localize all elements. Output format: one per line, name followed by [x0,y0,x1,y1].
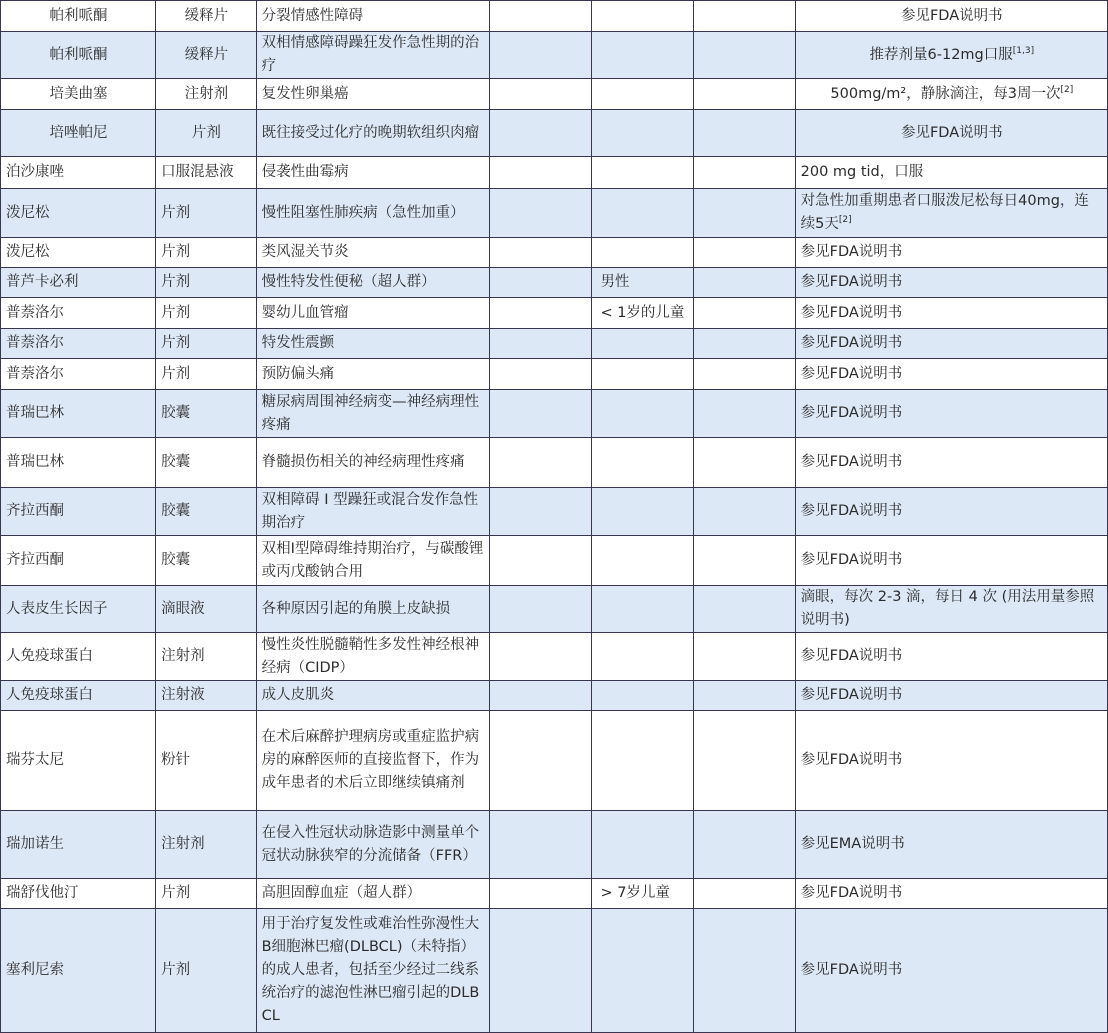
table-row [1,329,1108,359]
empty-cell [489,268,592,298]
empty-cell [694,536,796,586]
indication-cell [256,711,489,811]
dosage-cell-text: 参见FDA说明书 [800,405,903,421]
drug-name-cell-text: 普瑞巴林 [6,405,64,421]
indication-cell-text: 各种原因引起的角膜上皮缺损 [261,600,451,617]
indication-cell-text: 侵袭性曲霉病 [261,164,349,180]
dosage-form-cell [156,329,257,359]
dosage-form-cell-text: 片剂 [191,124,221,141]
dosage-cell-text: 参见FDA说明书 [900,124,1003,141]
dosage-cell-text: 参见FDA说明书 [900,7,1003,24]
dosage-form-cell-text: 胶囊 [161,552,191,568]
indication-cell [256,909,489,1033]
dosage-cell-text: 参见FDA说明书 [800,552,903,568]
table-row [1,633,1108,681]
indication-cell-text: 高胆固醇血症（超人群） [261,885,422,901]
drug-name-cell-text: 泊沙康唑 [6,164,64,180]
dosage-form-cell [156,586,257,633]
indication-cell [256,390,489,438]
dosage-form-cell-text: 片剂 [161,885,191,901]
indication-cell-text: 成人皮肌炎 [261,687,335,703]
indication-cell-text: 类风湿关节炎 [261,244,349,260]
empty-cell [694,268,796,298]
indication-cell [256,438,489,488]
dosage-form-cell [156,811,257,879]
table-row [1,1,1108,32]
dosage-form-cell-text: 注射剂 [161,836,205,852]
population-cell [592,488,694,536]
indication-cell [256,359,489,390]
dosage-form-cell-text: 滴眼液 [161,600,205,617]
table-row [1,110,1108,157]
empty-cell [694,189,796,238]
dosage-cell-text: 参见FDA说明书 [800,962,903,978]
empty-cell [489,110,592,157]
drug-name-cell-text: 瑞加诺生 [6,836,64,852]
drug-name-cell-text: 普萘洛尔 [6,335,64,351]
drug-name-cell [1,909,156,1033]
dosage-cell-text: 参见FDA说明书 [800,274,903,290]
dosage-cell [795,438,1107,488]
dosage-cell [795,633,1107,681]
population-cell-text: > 7岁儿童 [600,885,670,901]
dosage-cell-text: 参见FDA说明书 [800,648,903,664]
empty-cell [489,633,592,681]
drug-name-cell [1,189,156,238]
table-row [1,681,1108,711]
indication-cell-text: 糖尿病周围神经病变—神经病理性疼痛 [261,393,480,433]
indication-cell [256,586,489,633]
empty-cell [489,238,592,268]
dosage-form-cell [156,189,257,238]
dosage-cell [795,1,1107,32]
dosage-cell [795,811,1107,879]
drug-name-cell [1,79,156,110]
drug-name-cell [1,586,156,633]
dosage-cell-text: 参见FDA说明书 [800,244,903,260]
drug-name-cell-text: 齐拉西酮 [6,552,64,568]
table-row [1,268,1108,298]
empty-cell [489,438,592,488]
population-cell [592,633,694,681]
empty-cell [489,390,592,438]
dosage-cell [795,909,1107,1033]
drug-name-cell [1,157,156,189]
drug-name-cell [1,32,156,79]
drug-name-cell [1,268,156,298]
dosage-form-cell-text: 口服混悬液 [161,164,234,180]
population-cell [592,32,694,79]
empty-cell [694,488,796,536]
drug-name-cell-text: 瑞芬太尼 [6,752,64,768]
dosage-cell [795,157,1107,189]
drug-name-cell [1,633,156,681]
dosage-cell [795,879,1107,909]
drug-name-cell-text: 人免疫球蛋白 [6,687,93,703]
dosage-cell [795,268,1107,298]
dosage-cell [795,586,1107,633]
drug-name-cell [1,298,156,329]
empty-cell [694,586,796,633]
dosage-cell-text: 参见FDA说明书 [800,335,903,351]
drug-name-cell-text: 人免疫球蛋白 [6,648,93,664]
dosage-cell [795,32,1107,79]
indication-cell-text: 用于治疗复发性或难治性弥漫性大B细胞淋巴瘤(DLBCL)（未特指）的成人患者，包括至少经过二线系统治疗的滤泡性淋巴瘤引起的DLBCL [261,916,480,1024]
population-cell [592,811,694,879]
dosage-cell-text: 滴眼，每次 2-3 滴，每日 4 次 (用法用量参照说明书) [800,589,1095,628]
indication-cell [256,1,489,32]
dosage-cell [795,329,1107,359]
table-row [1,879,1108,909]
empty-cell [694,110,796,157]
dosage-form-cell-text: 片剂 [161,365,191,382]
empty-cell [489,586,592,633]
drug-name-cell-text: 普瑞巴林 [6,454,64,470]
population-cell [592,238,694,268]
indication-cell [256,238,489,268]
dosage-cell [795,298,1107,329]
dosage-cell [795,681,1107,711]
empty-cell [694,238,796,268]
reference-superscript: [2] [1060,84,1074,95]
drug-name-cell-text: 普芦卡必利 [6,274,79,290]
drug-name-cell [1,681,156,711]
empty-cell [489,79,592,110]
indication-cell [256,879,489,909]
dosage-form-cell [156,879,257,909]
population-cell [592,681,694,711]
empty-cell [489,711,592,811]
indication-cell-text: 双相情感障碍躁狂发作急性期的治疗 [261,35,480,74]
drug-name-cell [1,238,156,268]
dosage-form-cell [156,238,257,268]
dosage-cell-text: 参见FDA说明书 [800,503,903,519]
drug-name-cell [1,359,156,390]
indication-cell [256,811,489,879]
empty-cell [489,681,592,711]
empty-cell [489,359,592,390]
dosage-form-cell [156,1,257,32]
dosage-cell-text: 参见EMA说明书 [800,836,905,852]
dosage-form-cell [156,79,257,110]
dosage-form-cell [156,681,257,711]
dosage-cell-text: 参见FDA说明书 [800,304,903,321]
indication-cell-text: 在术后麻醉护理病房或重症监护病房的麻醉医师的直接监督下，作为成年患者的术后立即继续镇痛剂 [261,729,480,791]
dosage-cell-text: 参见FDA说明书 [800,365,903,382]
drug-name-cell-text: 泼尼松 [6,244,50,260]
dosage-form-cell-text: 注射剂 [184,85,229,102]
drug-name-cell [1,536,156,586]
empty-cell [694,157,796,189]
drug-name-cell [1,390,156,438]
indication-cell [256,681,489,711]
dosage-form-cell [156,438,257,488]
drug-name-cell [1,329,156,359]
empty-cell [694,32,796,79]
empty-cell [694,879,796,909]
indication-cell-text: 预防偏头痛 [261,365,335,382]
empty-cell [489,811,592,879]
dosage-form-cell [156,268,257,298]
indication-cell-text: 慢性特发性便秘（超人群） [261,274,436,290]
dosage-cell [795,536,1107,586]
population-cell-text: < 1岁的儿童 [600,304,685,321]
drug-name-cell-text: 齐拉西酮 [6,503,64,519]
drug-name-cell-text: 帕利哌酮 [49,46,108,63]
indication-cell [256,633,489,681]
table-body [1,1,1108,1033]
dosage-cell [795,711,1107,811]
dosage-cell-text: 推荐剂量6-12mg口服 [869,46,1013,63]
empty-cell [694,329,796,359]
dosage-cell [795,359,1107,390]
population-cell [592,79,694,110]
reference-superscript: [1,3] [1012,45,1035,56]
dosage-cell [795,238,1107,268]
table-row [1,32,1108,79]
population-cell [592,189,694,238]
dosage-cell [795,488,1107,536]
drug-name-cell-text: 瑞舒伐他汀 [6,885,79,901]
dosage-form-cell-text: 片剂 [161,244,191,260]
indication-cell-text: 特发性震颤 [261,335,335,351]
population-cell [592,268,694,298]
table-row [1,238,1108,268]
table-row [1,157,1108,189]
empty-cell [694,359,796,390]
population-cell [592,438,694,488]
population-cell [592,110,694,157]
table-row [1,586,1108,633]
population-cell [592,298,694,329]
dosage-cell-text: 500mg/m²，静脉滴注，每3周一次 [830,85,1061,102]
indication-cell-text: 双相I型障碍维持期治疗，与碳酸锂或丙戊酸钠合用 [261,540,484,580]
drug-name-cell [1,438,156,488]
drug-name-cell [1,110,156,157]
dosage-form-cell [156,633,257,681]
dosage-form-cell-text: 胶囊 [161,454,191,470]
empty-cell [489,488,592,536]
indication-cell-text: 在侵入性冠状动脉造影中测量单个冠状动脉狭窄的分流储备（FFR） [261,824,480,864]
indication-cell-text: 分裂情感性障碍 [261,7,364,24]
dosage-form-cell [156,909,257,1033]
indication-cell [256,488,489,536]
dosage-cell [795,110,1107,157]
dosage-form-cell-text: 片剂 [161,204,191,221]
indication-cell [256,298,489,329]
table-row [1,811,1108,879]
empty-cell [694,711,796,811]
empty-cell [489,32,592,79]
table-row [1,189,1108,238]
population-cell [592,390,694,438]
indication-cell [256,329,489,359]
empty-cell [489,879,592,909]
dosage-form-cell-text: 胶囊 [161,405,191,421]
dosage-form-cell-text: 注射液 [161,687,205,703]
indication-cell [256,157,489,189]
indication-cell [256,189,489,238]
indication-cell-text: 复发性卵巢癌 [261,85,349,102]
table-row [1,488,1108,536]
population-cell [592,586,694,633]
empty-cell [489,1,592,32]
dosage-cell-text: 参见FDA说明书 [800,752,903,768]
drug-name-cell-text: 培美曲塞 [49,85,108,102]
dosage-form-cell-text: 注射剂 [161,648,205,664]
dosage-cell-text: 200 mg tid，口服 [800,164,924,180]
reference-superscript: [2] [838,215,852,226]
population-cell [592,879,694,909]
population-cell [592,157,694,189]
drug-name-cell [1,879,156,909]
drug-name-cell [1,488,156,536]
indication-cell-text: 双相障碍 I 型躁狂或混合发作急性期治疗 [261,491,479,531]
indication-cell [256,79,489,110]
empty-cell [489,329,592,359]
empty-cell [694,811,796,879]
dosage-form-cell-text: 缓释片 [184,7,229,24]
population-cell [592,711,694,811]
table-row [1,711,1108,811]
drug-name-cell-text: 人表皮生长因子 [6,600,108,617]
drug-name-cell-text: 帕利哌酮 [49,7,108,24]
dosage-form-cell [156,536,257,586]
population-cell [592,909,694,1033]
dosage-form-cell-text: 片剂 [161,304,191,321]
empty-cell [694,909,796,1033]
dosage-cell-text: 参见FDA说明书 [800,687,903,703]
population-cell [592,329,694,359]
dosage-form-cell [156,488,257,536]
indication-cell [256,110,489,157]
indication-cell-text: 慢性炎性脱髓鞘性多发性神经根神经病（CIDP） [261,636,480,676]
empty-cell [489,298,592,329]
empty-cell [694,79,796,110]
dosage-form-cell-text: 缓释片 [184,46,229,63]
table-row [1,438,1108,488]
indication-cell-text: 脊髓损伤相关的神经病理性疼痛 [261,454,465,470]
empty-cell [489,189,592,238]
dosage-form-cell [156,298,257,329]
empty-cell [694,298,796,329]
indication-cell [256,32,489,79]
empty-cell [489,536,592,586]
drug-name-cell [1,1,156,32]
drug-name-cell-text: 培唑帕尼 [49,124,108,141]
table-row [1,359,1108,390]
dosage-form-cell-text: 片剂 [161,962,191,978]
drug-name-cell-text: 普萘洛尔 [6,365,64,382]
dosage-cell [795,390,1107,438]
drug-name-cell-text: 普萘洛尔 [6,304,64,321]
empty-cell [694,1,796,32]
drug-name-cell [1,711,156,811]
table-row [1,390,1108,438]
drug-name-cell-text: 塞利尼索 [6,962,64,978]
dosage-form-cell [156,157,257,189]
indication-cell-text: 慢性阻塞性肺疾病（急性加重） [261,204,465,221]
indication-cell [256,536,489,586]
dosage-cell-text: 参见FDA说明书 [800,885,903,901]
drug-name-cell [1,811,156,879]
population-cell [592,1,694,32]
dosage-form-cell-text: 粉针 [161,752,191,768]
dosage-form-cell [156,110,257,157]
dosage-cell-text: 参见FDA说明书 [800,454,903,470]
empty-cell [694,633,796,681]
indication-cell-text: 婴幼儿血管瘤 [261,304,349,321]
empty-cell [489,909,592,1033]
dosage-form-cell-text: 胶囊 [161,503,191,519]
dosage-form-cell-text: 片剂 [161,274,191,290]
table-row [1,909,1108,1033]
population-cell [592,536,694,586]
dosage-cell-text: 对急性加重期患者口服泼尼松每日40mg，连续5天 [800,193,1089,232]
table-row [1,79,1108,110]
dosage-cell [795,79,1107,110]
dosage-form-cell [156,711,257,811]
table-row [1,298,1108,329]
indication-cell-text: 既往接受过化疗的晚期软组织肉瘤 [261,124,480,141]
dosage-form-cell [156,390,257,438]
dosage-form-cell [156,359,257,390]
table-row [1,536,1108,586]
population-cell-text: 男性 [600,274,630,290]
dosage-cell [795,189,1107,238]
drug-name-cell-text: 泼尼松 [6,204,50,221]
dosage-form-cell [156,32,257,79]
empty-cell [694,438,796,488]
indication-cell [256,268,489,298]
population-cell [592,359,694,390]
empty-cell [694,390,796,438]
empty-cell [694,681,796,711]
empty-cell [489,157,592,189]
dosage-form-cell-text: 片剂 [161,335,191,351]
